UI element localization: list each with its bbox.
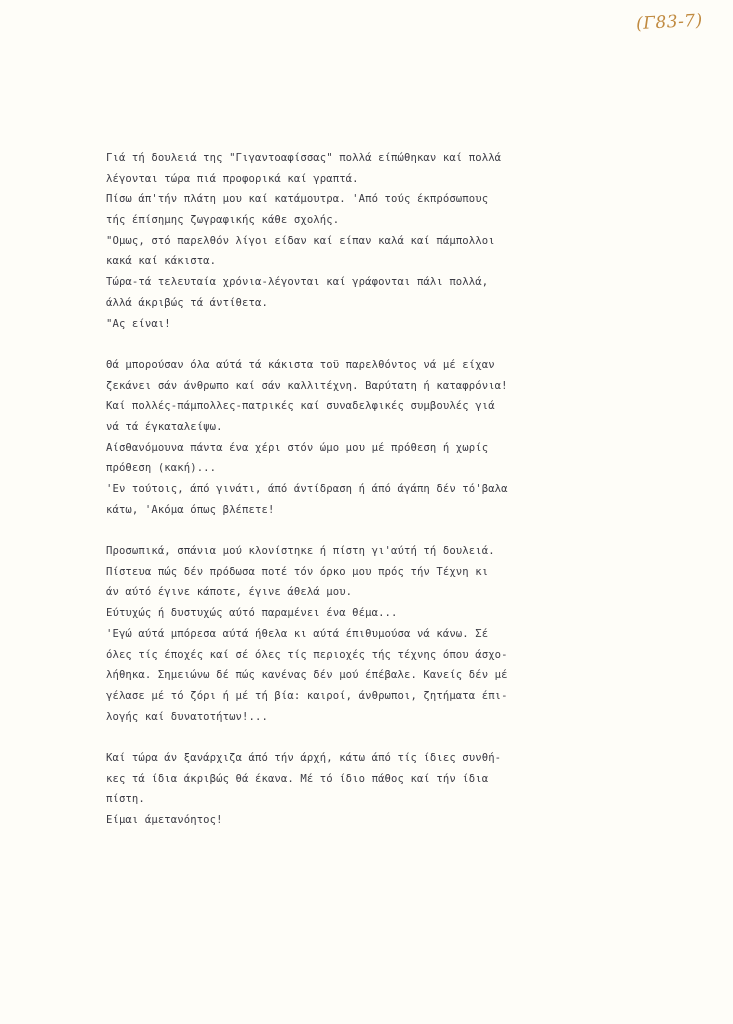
text-line: Καί τώρα άν ξανάρχιζα άπό τήν άρχή, κάτω άπό τίς ίδιες συνθή- bbox=[106, 751, 502, 764]
text-line: κάτω, 'Ακόμα όπως βλέπετε! bbox=[106, 503, 275, 516]
paragraph-2 bbox=[106, 355, 626, 521]
text-line: ζεκάνει σάν άνθρωπο καί σάν καλλιτέχνη. Βαρύτατη ή καταφρόνια! bbox=[106, 379, 508, 392]
text-line: λογής καί δυνατοτήτων!... bbox=[106, 710, 268, 723]
text-line: λέγονται τώρα πιά προφορικά καί γραπτά. bbox=[106, 172, 359, 185]
text-line: τής έπίσημης ζωγραφικής κάθε σχολής. bbox=[106, 214, 340, 227]
text-line: Πίστευα πώς δέν πρόδωσα ποτέ τόν όρκο μου πρός τήν Τέχνη κι bbox=[106, 565, 489, 578]
text-line: Τώρα-τά τελευταία χρόνια-λέγονται καί γράφονται πάλι πολλά, bbox=[106, 276, 489, 289]
text-line: άν αύτό έγινε κάποτε, έγινε άθελά μου. bbox=[106, 586, 353, 599]
text-line: άλλά άκριβώς τά άντίθετα. bbox=[106, 296, 268, 309]
text-line: 'Εγώ αύτά μπόρεσα αύτά ήθελα κι αύτά έπιθυμούσα νά κάνω. Σέ bbox=[106, 627, 489, 640]
paragraph-spacer bbox=[106, 334, 626, 355]
text-line: Αίσθανόμουνα πάντα ένα χέρι στόν ώμο μου μέ πρόθεση ή χωρίς bbox=[106, 441, 489, 454]
text-line: Καί πολλές-πάμπολλες-πατρικές καί συναδελφικές συμβουλές γιά bbox=[106, 400, 495, 413]
paragraph-1 bbox=[106, 148, 626, 334]
paragraph-spacer bbox=[106, 520, 626, 541]
text-line: "Ας είναι! bbox=[106, 317, 171, 330]
paragraph-3 bbox=[106, 541, 626, 727]
text-line: κακά καί κάκιστα. bbox=[106, 255, 217, 268]
text-line: Πίσω άπ'τήν πλάτη μου καί κατάμουτρα. 'Από τούς έκπρόσωπους bbox=[106, 193, 489, 206]
text-line: Προσωπικά, σπάνια μού κλονίστηκε ή πίστη γι'αύτή τή δουλειά. bbox=[106, 545, 495, 558]
text-line: γέλασε μέ τό ζόρι ή μέ τή βία: καιροί, άνθρωποι, ζητήματα έπι- bbox=[106, 689, 508, 702]
text-line: Θά μπορούσαν όλα αύτά τά κάκιστα τοϋ παρελθόντος νά μέ είχαν bbox=[106, 358, 495, 371]
text-line: πίστη. bbox=[106, 793, 145, 806]
text-line: "Ομως, στό παρελθόν λίγοι είδαν καί είπαν καλά καί πάμπολλοι bbox=[106, 234, 495, 247]
text-line: κες τά ίδια άκριβώς θά έκανα. Μέ τό ίδιο πάθος καί τήν ίδια bbox=[106, 772, 489, 785]
text-line: Εύτυχώς ή δυστυχώς αύτό παραμένει ένα θέμα... bbox=[106, 607, 398, 620]
paragraph-spacer bbox=[106, 727, 626, 748]
document-body bbox=[106, 148, 626, 831]
text-line: λήθηκα. Σημειώνω δέ πώς κανένας δέν μού έπέβαλε. Κανείς δέν μέ bbox=[106, 669, 508, 682]
text-line: όλες τίς έποχές καί σέ όλες τίς περιοχές τής τέχνης όπου άσχο- bbox=[106, 648, 508, 661]
text-line: Είμαι άμετανόητος! bbox=[106, 814, 223, 826]
text-line: νά τά έγκαταλείψω. bbox=[106, 420, 223, 433]
text-line: πρόθεση (κακή)... bbox=[106, 462, 217, 475]
text-line: 'Εν τούτοις, άπό γινάτι, άπό άντίδραση ή άπό άγάπη δέν τό'βαλα bbox=[106, 483, 508, 495]
paragraph-4 bbox=[106, 748, 626, 831]
archive-reference-note: (Γ83-7) bbox=[635, 10, 704, 35]
text-line: Γιά τή δουλειά της "Γιγαντοαφίσσας" πολλά είπώθηκαν καί πολλά bbox=[106, 152, 502, 164]
